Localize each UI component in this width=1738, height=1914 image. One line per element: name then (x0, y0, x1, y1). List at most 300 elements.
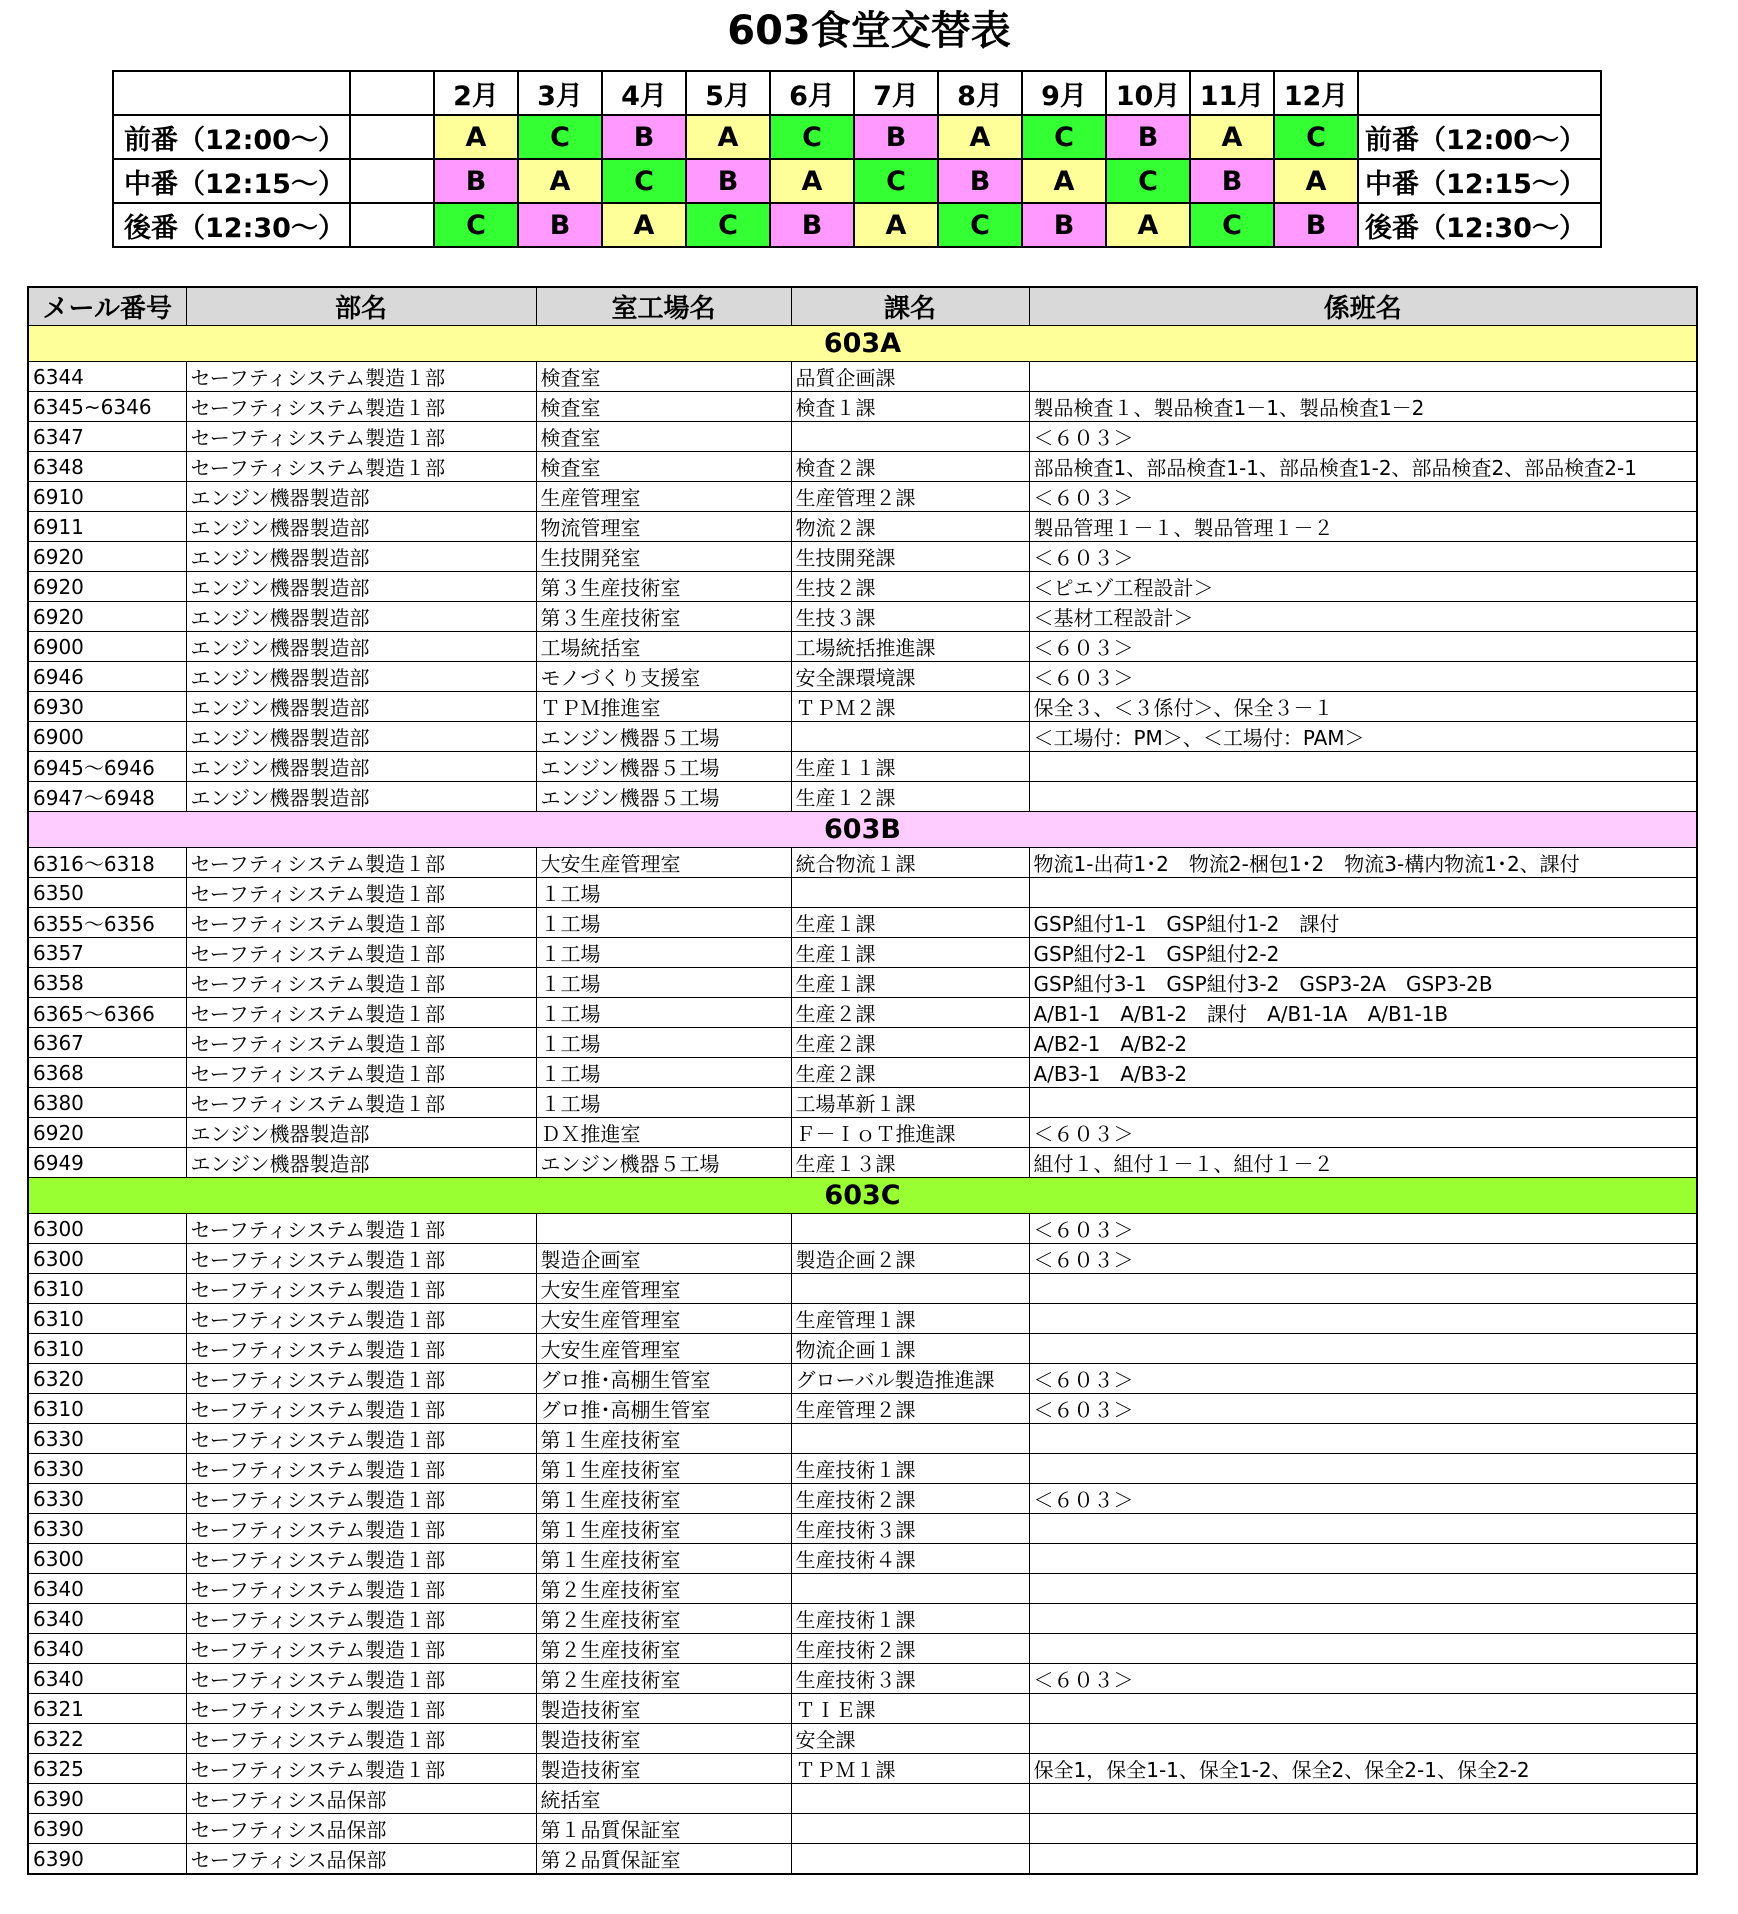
department-cell: セーフティシステム製造１部 (186, 1088, 536, 1118)
team-cell: 組付１、組付１－１、組付１－２ (1029, 1148, 1697, 1178)
group-title: 603C (28, 1178, 1697, 1214)
section-cell: 生産技術３課 (791, 1514, 1029, 1544)
office-cell: 第３生産技術室 (536, 602, 791, 632)
col-department: 部名 (186, 287, 536, 326)
month-header: 6月 (770, 71, 854, 115)
department-cell: セーフティシステム製造１部 (186, 1574, 536, 1604)
department-cell: エンジン機器製造部 (186, 782, 536, 812)
team-cell: A/B1-1 A/B1-2 課付 A/B1-1A A/B1-1B (1029, 998, 1697, 1028)
section-cell: 品質企画課 (791, 362, 1029, 392)
section-cell (791, 1274, 1029, 1304)
office-cell: 製造企画室 (536, 1244, 791, 1274)
department-cell: セーフティシステム製造１部 (186, 1514, 536, 1544)
table-row (28, 1364, 1697, 1394)
mail-number-cell: 6930 (28, 692, 186, 722)
mail-number-cell: 6340 (28, 1574, 186, 1604)
office-cell: 第１生産技術室 (536, 1544, 791, 1574)
table-row (28, 572, 1697, 602)
office-cell: 製造技術室 (536, 1754, 791, 1784)
team-cell: GSP組付3-1 GSP組付3-2 GSP3-2A GSP3-2B (1029, 968, 1697, 998)
mail-number-cell: 6355～6356 (28, 908, 186, 938)
department-cell: エンジン機器製造部 (186, 512, 536, 542)
table-row (28, 1028, 1697, 1058)
office-cell: 検査室 (536, 362, 791, 392)
month-header: 11月 (1190, 71, 1274, 115)
mail-number-cell: 6945～6946 (28, 752, 186, 782)
table-row (28, 1118, 1697, 1148)
office-cell: 第１品質保証室 (536, 1814, 791, 1844)
section-cell: 生技２課 (791, 572, 1029, 602)
section-cell: 物流企画１課 (791, 1334, 1029, 1364)
office-cell: １工場 (536, 998, 791, 1028)
department-cell: セーフティシステム製造１部 (186, 452, 536, 482)
mail-number-cell: 6345~6346 (28, 392, 186, 422)
team-cell: ＜基材工程設計＞ (1029, 602, 1697, 632)
table-row (28, 998, 1697, 1028)
section-cell: 生産１課 (791, 938, 1029, 968)
mail-number-cell: 6350 (28, 878, 186, 908)
department-cell: エンジン機器製造部 (186, 632, 536, 662)
department-cell: セーフティシステム製造１部 (186, 1484, 536, 1514)
office-cell (536, 1214, 791, 1244)
table-row (28, 1424, 1697, 1454)
team-cell: ＜工場付：PM＞、＜工場付：PAM＞ (1029, 722, 1697, 752)
section-cell: ＴＰＭ１課 (791, 1754, 1029, 1784)
department-cell: セーフティシステム製造１部 (186, 1394, 536, 1424)
office-cell: 製造技術室 (536, 1724, 791, 1754)
department-cell: セーフティシステム製造１部 (186, 1634, 536, 1664)
office-cell: エンジン機器５工場 (536, 782, 791, 812)
office-cell: 大安生産管理室 (536, 1334, 791, 1364)
month-header: 10月 (1106, 71, 1190, 115)
team-cell (1029, 1844, 1697, 1875)
shift-group-cell: A (1022, 159, 1106, 203)
table-row (28, 602, 1697, 632)
table-row (28, 1814, 1697, 1844)
shift-group-cell: C (854, 159, 938, 203)
shift-label: 後番（12:30～） (113, 203, 350, 247)
mail-number-cell: 6946 (28, 662, 186, 692)
mail-number-cell: 6365～6366 (28, 998, 186, 1028)
team-cell: ＜６０３＞ (1029, 1394, 1697, 1424)
office-cell: 第２品質保証室 (536, 1844, 791, 1875)
team-cell: 製品検査１、製品検査1－1、製品検査1－2 (1029, 392, 1697, 422)
section-cell (791, 1814, 1029, 1844)
team-cell: ＜６０３＞ (1029, 1118, 1697, 1148)
mail-number-cell: 6316～6318 (28, 848, 186, 878)
mail-number-cell: 6900 (28, 722, 186, 752)
table-row (28, 1664, 1697, 1694)
table-row (28, 1394, 1697, 1424)
mail-number-cell: 6310 (28, 1394, 186, 1424)
section-cell (791, 1214, 1029, 1244)
section-cell (791, 878, 1029, 908)
shift-group-cell: C (1274, 115, 1358, 159)
blank-cell (350, 71, 434, 115)
table-row (28, 632, 1697, 662)
shift-group-cell: B (602, 115, 686, 159)
shift-group-cell: C (1106, 159, 1190, 203)
team-cell (1029, 362, 1697, 392)
department-cell: セーフティシステム製造１部 (186, 1604, 536, 1634)
table-row (28, 1754, 1697, 1784)
office-cell: エンジン機器５工場 (536, 752, 791, 782)
corner-cell (113, 71, 350, 115)
section-cell: 検査２課 (791, 452, 1029, 482)
office-cell: 第２生産技術室 (536, 1634, 791, 1664)
mail-number-cell: 6920 (28, 542, 186, 572)
mail-number-cell: 6321 (28, 1694, 186, 1724)
shift-group-cell: B (1274, 203, 1358, 247)
section-cell: 生技３課 (791, 602, 1029, 632)
department-cell: エンジン機器製造部 (186, 1148, 536, 1178)
section-cell (791, 1784, 1029, 1814)
shift-label: 中番（12:15～） (113, 159, 350, 203)
corner-cell (1358, 71, 1601, 115)
office-cell: ＤＸ推進室 (536, 1118, 791, 1148)
department-cell: セーフティシステム製造１部 (186, 848, 536, 878)
mail-number-cell: 6380 (28, 1088, 186, 1118)
department-cell: セーフティシステム製造１部 (186, 392, 536, 422)
department-cell: セーフティシステム製造１部 (186, 1334, 536, 1364)
shift-group-cell: B (770, 203, 854, 247)
section-cell: 生産技術４課 (791, 1544, 1029, 1574)
team-cell: ＜６０３＞ (1029, 1214, 1697, 1244)
shift-label: 前番（12:00～） (113, 115, 350, 159)
mail-number-cell: 6367 (28, 1028, 186, 1058)
section-cell (791, 722, 1029, 752)
table-row (28, 1088, 1697, 1118)
department-cell: エンジン機器製造部 (186, 572, 536, 602)
team-cell: 製品管理１－１、製品管理１－２ (1029, 512, 1697, 542)
team-cell (1029, 878, 1697, 908)
shift-label-right: 前番（12:00～） (1358, 115, 1601, 159)
shift-group-cell: A (434, 115, 518, 159)
mail-number-cell: 6330 (28, 1424, 186, 1454)
table-row (28, 1148, 1697, 1178)
team-cell: 保全1，保全1-1、保全1-2、保全2、保全2-1、保全2-2 (1029, 1754, 1697, 1784)
table-row (28, 482, 1697, 512)
shift-group-cell: C (518, 115, 602, 159)
month-header: 9月 (1022, 71, 1106, 115)
table-row (28, 422, 1697, 452)
section-cell: 製造企画２課 (791, 1244, 1029, 1274)
section-cell: 安全課環境課 (791, 662, 1029, 692)
table-row (28, 542, 1697, 572)
mail-number-cell: 6920 (28, 1118, 186, 1148)
team-cell (1029, 1604, 1697, 1634)
shift-group-cell: B (434, 159, 518, 203)
shift-group-cell: C (602, 159, 686, 203)
group-header-row (28, 326, 1697, 362)
table-row (28, 512, 1697, 542)
shift-group-cell: C (770, 115, 854, 159)
department-cell: セーフティシステム製造１部 (186, 1544, 536, 1574)
office-cell: 検査室 (536, 392, 791, 422)
mail-number-cell: 6322 (28, 1724, 186, 1754)
team-cell: GSP組付2-1 GSP組付2-2 (1029, 938, 1697, 968)
office-cell: 第１生産技術室 (536, 1424, 791, 1454)
office-cell: 第３生産技術室 (536, 572, 791, 602)
col-section: 課名 (791, 287, 1029, 326)
department-cell: セーフティシステム製造１部 (186, 422, 536, 452)
department-cell: セーフティシステム製造１部 (186, 1724, 536, 1754)
shift-group-cell: C (434, 203, 518, 247)
mail-number-cell: 6911 (28, 512, 186, 542)
table-row (28, 1454, 1697, 1484)
shift-group-cell: A (770, 159, 854, 203)
mail-number-cell: 6390 (28, 1784, 186, 1814)
section-cell: 生産管理１課 (791, 1304, 1029, 1334)
table-row (28, 1214, 1697, 1244)
office-cell: 大安生産管理室 (536, 848, 791, 878)
section-cell: 生産２課 (791, 1058, 1029, 1088)
department-cell: セーフティシステム製造１部 (186, 1028, 536, 1058)
shift-group-cell: B (686, 159, 770, 203)
team-cell (1029, 1334, 1697, 1364)
department-cell: エンジン機器製造部 (186, 722, 536, 752)
team-cell: ＜６０３＞ (1029, 1244, 1697, 1274)
office-cell: 生技開発室 (536, 542, 791, 572)
table-row (28, 848, 1697, 878)
team-cell: ＜６０３＞ (1029, 1484, 1697, 1514)
month-header: 4月 (602, 71, 686, 115)
table-row (28, 692, 1697, 722)
section-cell: 工場革新１課 (791, 1088, 1029, 1118)
table-row (28, 1334, 1697, 1364)
mail-number-cell: 6358 (28, 968, 186, 998)
mail-number-cell: 6300 (28, 1544, 186, 1574)
shift-group-cell: A (602, 203, 686, 247)
department-cell: セーフティシステム製造１部 (186, 1664, 536, 1694)
office-cell: 大安生産管理室 (536, 1274, 791, 1304)
blank-cell (350, 159, 434, 203)
department-cell: エンジン機器製造部 (186, 482, 536, 512)
table-row (28, 1274, 1697, 1304)
mail-number-cell: 6390 (28, 1844, 186, 1875)
mail-number-cell: 6340 (28, 1664, 186, 1694)
office-cell: １工場 (536, 938, 791, 968)
month-header: 12月 (1274, 71, 1358, 115)
mail-number-cell: 6920 (28, 602, 186, 632)
page-title: 603食堂交替表 (727, 8, 1011, 54)
mail-number-cell: 6310 (28, 1304, 186, 1334)
assignment-table (27, 286, 1698, 1875)
mail-number-cell: 6348 (28, 452, 186, 482)
section-cell: 生産２課 (791, 1028, 1029, 1058)
team-cell: A/B2-1 A/B2-2 (1029, 1028, 1697, 1058)
table-row (28, 1694, 1697, 1724)
group-header-row (28, 1178, 1697, 1214)
department-cell: セーフティシステム製造１部 (186, 878, 536, 908)
section-cell: 生産技術２課 (791, 1484, 1029, 1514)
team-cell: ＜６０３＞ (1029, 482, 1697, 512)
mail-number-cell: 6320 (28, 1364, 186, 1394)
section-cell: 生産技術１課 (791, 1604, 1029, 1634)
table-row (28, 908, 1697, 938)
office-cell: 大安生産管理室 (536, 1304, 791, 1334)
section-cell (791, 1424, 1029, 1454)
department-cell: セーフティシス品保部 (186, 1844, 536, 1875)
mail-number-cell: 6300 (28, 1244, 186, 1274)
shift-group-cell: A (938, 115, 1022, 159)
mail-number-cell: 6330 (28, 1484, 186, 1514)
shift-label-right: 後番（12:30～） (1358, 203, 1601, 247)
department-cell: セーフティシステム製造１部 (186, 1274, 536, 1304)
team-cell: ＜６０３＞ (1029, 542, 1697, 572)
team-cell: GSP組付1-1 GSP組付1-2 課付 (1029, 908, 1697, 938)
department-cell: エンジン機器製造部 (186, 602, 536, 632)
office-cell: 検査室 (536, 452, 791, 482)
shift-group-cell: A (518, 159, 602, 203)
blank-cell (350, 203, 434, 247)
mail-number-cell: 6900 (28, 632, 186, 662)
section-cell: 生技開発課 (791, 542, 1029, 572)
mail-number-cell: 6920 (28, 572, 186, 602)
section-cell: 生産管理２課 (791, 1394, 1029, 1424)
section-cell: 生産１１課 (791, 752, 1029, 782)
team-cell (1029, 1544, 1697, 1574)
section-cell: 安全課 (791, 1724, 1029, 1754)
department-cell: エンジン機器製造部 (186, 662, 536, 692)
office-cell: 製造技術室 (536, 1694, 791, 1724)
month-header: 8月 (938, 71, 1022, 115)
office-cell: 第１生産技術室 (536, 1484, 791, 1514)
office-cell: エンジン機器５工場 (536, 1148, 791, 1178)
section-cell: 生産１３課 (791, 1148, 1029, 1178)
office-cell: １工場 (536, 968, 791, 998)
table-row (28, 1784, 1697, 1814)
department-cell: セーフティシステム製造１部 (186, 998, 536, 1028)
shift-group-cell: B (938, 159, 1022, 203)
mail-number-cell: 6368 (28, 1058, 186, 1088)
department-cell: セーフティシステム製造１部 (186, 908, 536, 938)
department-cell: セーフティシステム製造１部 (186, 1244, 536, 1274)
shift-group-cell: B (1022, 203, 1106, 247)
office-cell: 第２生産技術室 (536, 1574, 791, 1604)
office-cell: 第２生産技術室 (536, 1604, 791, 1634)
shift-group-cell: B (1106, 115, 1190, 159)
team-cell (1029, 1424, 1697, 1454)
mail-number-cell: 6325 (28, 1754, 186, 1784)
shift-group-cell: A (1190, 115, 1274, 159)
department-cell: セーフティシステム製造１部 (186, 1304, 536, 1334)
team-cell (1029, 1514, 1697, 1544)
office-cell: 統括室 (536, 1784, 791, 1814)
section-cell: 検査１課 (791, 392, 1029, 422)
section-cell: ＴＰＭ２課 (791, 692, 1029, 722)
mail-number-cell: 6310 (28, 1334, 186, 1364)
month-header-row (113, 71, 1601, 115)
group-header-row (28, 812, 1697, 848)
section-cell: 統合物流１課 (791, 848, 1029, 878)
team-cell: 部品検査1、部品検査1-1、部品検査1-2、部品検査2、部品検査2-1 (1029, 452, 1697, 482)
shift-group-cell: B (1190, 159, 1274, 203)
team-cell (1029, 1274, 1697, 1304)
shift-row (113, 203, 1601, 247)
section-cell (791, 422, 1029, 452)
department-cell: セーフティシス品保部 (186, 1814, 536, 1844)
department-cell: セーフティシステム製造１部 (186, 362, 536, 392)
shift-group-cell: A (854, 203, 938, 247)
section-cell: 生産１２課 (791, 782, 1029, 812)
team-cell: 保全３、＜３係付＞、保全３－１ (1029, 692, 1697, 722)
mail-number-cell: 6330 (28, 1514, 186, 1544)
team-cell: A/B3-1 A/B3-2 (1029, 1058, 1697, 1088)
col-mail-number: メール番号 (28, 287, 186, 326)
office-cell: 第１生産技術室 (536, 1454, 791, 1484)
shift-group-cell: A (686, 115, 770, 159)
team-cell (1029, 752, 1697, 782)
col-team: 係班名 (1029, 287, 1697, 326)
shift-group-cell: C (938, 203, 1022, 247)
office-cell: グロ推･高棚生管室 (536, 1364, 791, 1394)
rotation-table (112, 70, 1602, 248)
table-row (28, 1574, 1697, 1604)
shift-group-cell: A (1274, 159, 1358, 203)
table-header-row (28, 287, 1697, 326)
section-cell: ＴＩＥ課 (791, 1694, 1029, 1724)
table-row (28, 782, 1697, 812)
shift-group-cell: C (686, 203, 770, 247)
team-cell: ＜６０３＞ (1029, 1664, 1697, 1694)
section-cell: 生産技術３課 (791, 1664, 1029, 1694)
table-row (28, 1634, 1697, 1664)
blank-cell (350, 115, 434, 159)
group-title: 603A (28, 326, 1697, 362)
department-cell: セーフティシステム製造１部 (186, 938, 536, 968)
team-cell (1029, 1304, 1697, 1334)
office-cell: 生産管理室 (536, 482, 791, 512)
team-cell: ＜６０３＞ (1029, 662, 1697, 692)
team-cell: 物流1-出荷1･2 物流2-梱包1･2 物流3-構内物流1･2、課付 (1029, 848, 1697, 878)
office-cell: 工場統括室 (536, 632, 791, 662)
mail-number-cell: 6357 (28, 938, 186, 968)
shift-label-right: 中番（12:15～） (1358, 159, 1601, 203)
department-cell: エンジン機器製造部 (186, 692, 536, 722)
department-cell: セーフティシステム製造１部 (186, 1364, 536, 1394)
table-row (28, 938, 1697, 968)
office-cell: １工場 (536, 878, 791, 908)
department-cell: セーフティシステム製造１部 (186, 1058, 536, 1088)
shift-row (113, 159, 1601, 203)
department-cell: セーフティシス品保部 (186, 1784, 536, 1814)
section-cell: 生産管理２課 (791, 482, 1029, 512)
team-cell (1029, 782, 1697, 812)
department-cell: エンジン機器製造部 (186, 1118, 536, 1148)
section-cell (791, 1574, 1029, 1604)
month-header: 7月 (854, 71, 938, 115)
table-row (28, 1544, 1697, 1574)
section-cell: 生産１課 (791, 908, 1029, 938)
team-cell (1029, 1634, 1697, 1664)
table-row (28, 1058, 1697, 1088)
mail-number-cell: 6330 (28, 1454, 186, 1484)
team-cell: ＜ピエゾ工程設計＞ (1029, 572, 1697, 602)
shift-group-cell: C (1190, 203, 1274, 247)
office-cell: １工場 (536, 1088, 791, 1118)
section-cell: グローバル製造推進課 (791, 1364, 1029, 1394)
table-row (28, 1604, 1697, 1634)
shift-group-cell: A (1106, 203, 1190, 247)
table-row (28, 452, 1697, 482)
table-row (28, 662, 1697, 692)
month-header: 5月 (686, 71, 770, 115)
table-row (28, 968, 1697, 998)
team-cell (1029, 1454, 1697, 1484)
department-cell: セーフティシステム製造１部 (186, 968, 536, 998)
table-row (28, 1514, 1697, 1544)
